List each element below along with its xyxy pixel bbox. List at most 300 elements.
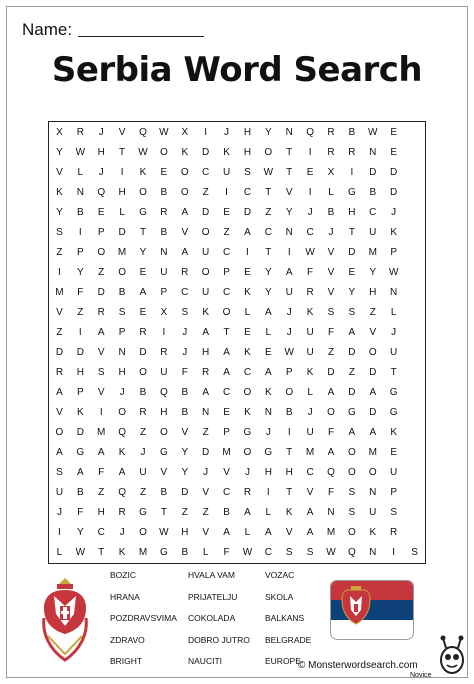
grid-letter[interactable]: I <box>225 186 228 198</box>
grid-letter[interactable]: C <box>306 226 314 238</box>
grid-letter[interactable]: P <box>390 487 397 499</box>
grid-letter[interactable]: J <box>391 326 397 338</box>
grid-letter[interactable]: T <box>119 146 126 158</box>
grid-letter[interactable]: N <box>202 407 210 419</box>
name-line[interactable] <box>78 36 204 37</box>
grid-letter[interactable]: Q <box>118 427 126 439</box>
grid-letter[interactable]: V <box>160 467 168 479</box>
grid-letter[interactable]: I <box>204 126 208 138</box>
grid-letter[interactable]: D <box>76 347 84 358</box>
grid-letter[interactable]: H <box>243 126 252 138</box>
grid-letter[interactable]: N <box>369 487 377 499</box>
grid-letter[interactable]: J <box>119 387 125 399</box>
grid-letter[interactable]: D <box>390 186 398 198</box>
grid-letter[interactable]: I <box>308 146 312 158</box>
grid-letter[interactable] <box>404 443 425 463</box>
grid-letter[interactable]: V <box>202 527 209 539</box>
grid-letter[interactable]: I <box>287 427 291 439</box>
grid-letter[interactable]: I <box>308 186 312 198</box>
grid-letter[interactable]: O <box>347 447 356 459</box>
grid-letter[interactable]: P <box>76 387 84 399</box>
grid-letter[interactable]: T <box>286 146 293 158</box>
grid-letter[interactable]: J <box>56 507 62 519</box>
grid-letter[interactable]: T <box>286 487 293 499</box>
grid-letter[interactable]: C <box>222 286 231 298</box>
grid-letter[interactable]: F <box>77 286 84 298</box>
grid-letter[interactable]: A <box>306 507 314 519</box>
grid-letter[interactable]: I <box>58 527 61 539</box>
grid-letter[interactable]: B <box>369 186 377 198</box>
grid-letter[interactable]: B <box>160 186 168 198</box>
grid-letter[interactable]: O <box>264 146 273 158</box>
grid-letter[interactable]: E <box>160 166 168 178</box>
grid-letter[interactable]: T <box>265 246 272 258</box>
grid-letter[interactable]: F <box>327 487 335 499</box>
grid-letter[interactable]: T <box>160 507 167 519</box>
grid-letter[interactable]: B <box>160 226 168 238</box>
grid-letter[interactable] <box>404 523 425 543</box>
grid-letter[interactable]: G <box>347 186 356 198</box>
grid-letter[interactable]: Z <box>98 266 105 278</box>
grid-letter[interactable] <box>404 423 425 443</box>
grid-letter[interactable]: D <box>181 487 189 499</box>
grid-letter[interactable]: K <box>244 407 251 419</box>
grid-letter[interactable]: O <box>139 527 147 539</box>
grid-letter[interactable]: A <box>369 387 377 399</box>
grid-letter[interactable]: V <box>97 347 105 358</box>
grid-letter[interactable]: Q <box>139 126 147 138</box>
grid-letter[interactable]: O <box>118 407 126 419</box>
grid-letter[interactable]: H <box>97 146 105 158</box>
grid-letter[interactable]: J <box>182 347 188 358</box>
grid-letter[interactable]: U <box>306 326 314 338</box>
grid-letter[interactable]: C <box>243 367 252 379</box>
grid-letter[interactable]: E <box>244 326 251 338</box>
grid-letter[interactable]: S <box>348 507 356 519</box>
grid-letter[interactable]: G <box>264 447 273 459</box>
grid-letter[interactable]: P <box>160 286 168 298</box>
grid-letter[interactable]: G <box>139 507 147 519</box>
grid-letter[interactable]: K <box>223 146 230 158</box>
grid-letter[interactable]: T <box>286 166 293 178</box>
grid-letter[interactable]: N <box>76 186 84 198</box>
grid-letter[interactable]: D <box>369 367 377 379</box>
grid-letter[interactable]: F <box>223 547 230 559</box>
grid-letter[interactable]: Z <box>77 306 84 318</box>
grid-letter[interactable]: F <box>98 467 105 479</box>
grid-letter[interactable]: C <box>222 387 231 399</box>
grid-letter[interactable]: Z <box>327 347 335 358</box>
grid-letter[interactable]: R <box>390 527 398 539</box>
grid-letter[interactable]: O <box>222 306 231 318</box>
grid-letter[interactable]: W <box>159 527 169 539</box>
grid-letter[interactable]: P <box>223 427 230 439</box>
grid-letter[interactable]: Z <box>139 427 147 439</box>
grid-letter[interactable]: E <box>390 146 397 158</box>
grid-letter[interactable]: J <box>140 447 146 459</box>
grid-letter[interactable]: T <box>286 447 293 459</box>
grid-letter[interactable]: O <box>139 186 147 198</box>
grid-letter[interactable] <box>404 242 425 262</box>
grid-letter[interactable]: S <box>118 306 126 318</box>
grid-letter[interactable]: G <box>389 407 398 419</box>
grid-letter[interactable]: X <box>181 126 189 138</box>
grid-letter[interactable]: Z <box>56 246 63 258</box>
grid-letter[interactable]: X <box>160 306 168 318</box>
grid-letter[interactable]: O <box>368 467 377 479</box>
grid-letter[interactable]: B <box>285 407 293 419</box>
grid-letter[interactable]: U <box>390 347 398 358</box>
grid-letter[interactable]: Z <box>181 507 188 519</box>
grid-letter[interactable]: H <box>348 206 356 218</box>
grid-letter[interactable]: W <box>388 266 399 278</box>
grid-letter[interactable]: H <box>118 186 126 198</box>
grid-letter[interactable] <box>404 463 425 483</box>
grid-letter[interactable] <box>404 363 425 383</box>
grid-letter[interactable]: N <box>327 507 335 519</box>
grid-letter[interactable]: Y <box>139 246 147 258</box>
grid-letter[interactable]: C <box>222 246 231 258</box>
grid-letter[interactable]: U <box>306 347 314 358</box>
grid-letter[interactable]: Z <box>202 427 209 439</box>
grid-letter[interactable]: U <box>369 226 377 238</box>
grid-letter[interactable]: D <box>97 286 105 298</box>
grid-letter[interactable]: Y <box>369 266 377 278</box>
grid-letter[interactable]: R <box>348 146 356 158</box>
grid-letter[interactable]: T <box>390 367 397 379</box>
grid-letter[interactable]: V <box>223 467 230 479</box>
grid-letter[interactable]: D <box>369 166 377 178</box>
grid-letter[interactable]: C <box>306 467 314 479</box>
grid-letter[interactable]: K <box>244 347 251 358</box>
grid-letter[interactable]: P <box>223 266 230 278</box>
grid-letter[interactable]: D <box>390 166 398 178</box>
grid-letter[interactable]: Q <box>327 467 335 479</box>
grid-letter[interactable]: F <box>327 326 335 338</box>
grid-letter[interactable]: Z <box>202 507 209 519</box>
grid-letter[interactable]: A <box>264 527 272 539</box>
grid-letter[interactable]: B <box>181 547 189 559</box>
grid-letter[interactable]: N <box>264 407 272 419</box>
grid-letter[interactable]: C <box>243 186 252 198</box>
grid-letter[interactable]: V <box>327 286 335 298</box>
grid-letter[interactable]: Y <box>181 467 189 479</box>
grid-letter[interactable]: T <box>348 226 355 238</box>
grid-letter[interactable]: W <box>326 547 336 559</box>
grid-letter[interactable]: J <box>265 427 271 439</box>
grid-letter[interactable]: O <box>139 367 147 379</box>
grid-letter[interactable]: D <box>76 427 84 439</box>
grid-letter[interactable]: H <box>285 467 293 479</box>
grid-letter[interactable]: K <box>139 166 147 178</box>
grid-letter[interactable]: R <box>202 367 210 379</box>
grid-letter[interactable]: U <box>139 467 147 479</box>
grid-letter[interactable]: E <box>390 447 397 459</box>
grid-letter[interactable]: U <box>390 467 398 479</box>
grid-letter[interactable]: Y <box>264 286 272 298</box>
grid-letter[interactable]: C <box>369 206 377 218</box>
grid-letter[interactable]: A <box>118 467 126 479</box>
grid-letter[interactable]: M <box>138 547 148 559</box>
grid-letter[interactable]: N <box>285 226 293 238</box>
grid-letter[interactable]: Q <box>347 547 356 559</box>
grid-letter[interactable]: K <box>306 306 314 318</box>
grid-letter[interactable]: S <box>327 306 335 318</box>
grid-letter[interactable]: E <box>97 206 105 218</box>
grid-letter[interactable]: F <box>181 367 188 379</box>
grid-letter[interactable]: E <box>139 306 147 318</box>
grid-letter[interactable]: O <box>201 266 210 278</box>
grid-letter[interactable]: K <box>56 186 63 198</box>
grid-letter[interactable]: A <box>306 527 314 539</box>
grid-letter[interactable]: H <box>160 407 168 419</box>
grid-letter[interactable]: G <box>347 407 356 419</box>
grid-letter[interactable]: V <box>202 487 209 499</box>
grid-letter[interactable]: O <box>159 146 168 158</box>
grid-letter[interactable]: R <box>55 367 64 379</box>
grid-letter[interactable]: A <box>223 347 230 358</box>
grid-letter[interactable]: Z <box>223 226 230 238</box>
grid-letter[interactable]: O <box>55 427 64 439</box>
grid-letter[interactable]: L <box>265 507 272 519</box>
grid-letter[interactable]: O <box>180 186 189 198</box>
grid-letter[interactable]: V <box>327 246 335 258</box>
grid-letter[interactable]: S <box>56 226 63 238</box>
grid-letter[interactable]: J <box>286 326 292 338</box>
grid-letter[interactable]: D <box>243 206 252 218</box>
grid-letter[interactable]: J <box>182 326 188 338</box>
grid-letter[interactable]: V <box>369 326 377 338</box>
grid-letter[interactable]: S <box>56 467 63 479</box>
grid-letter[interactable]: E <box>223 407 230 419</box>
grid-letter[interactable]: A <box>223 527 230 539</box>
grid-letter[interactable]: O <box>368 347 377 358</box>
grid-letter[interactable]: Y <box>181 447 189 459</box>
grid-letter[interactable]: H <box>97 507 105 519</box>
grid-letter[interactable]: R <box>243 487 252 499</box>
grid-letter[interactable]: U <box>285 286 293 298</box>
grid-letter[interactable]: R <box>160 206 168 218</box>
grid-letter[interactable]: Y <box>76 266 84 278</box>
grid-letter[interactable]: K <box>244 286 251 298</box>
grid-letter[interactable] <box>404 222 425 242</box>
grid-letter[interactable]: W <box>263 166 274 178</box>
grid-letter[interactable]: V <box>327 266 335 278</box>
grid-letter[interactable]: H <box>181 527 189 539</box>
grid-letter[interactable]: I <box>58 266 61 278</box>
grid-letter[interactable]: S <box>244 166 251 178</box>
grid-letter[interactable]: W <box>242 547 253 559</box>
grid-letter[interactable]: G <box>243 427 252 439</box>
grid-letter[interactable]: A <box>369 427 377 439</box>
grid-letter[interactable]: H <box>202 347 210 358</box>
grid-letter[interactable]: J <box>119 527 125 539</box>
grid-letter[interactable]: U <box>306 427 314 439</box>
grid-letter[interactable]: A <box>285 266 293 278</box>
grid-letter[interactable]: S <box>97 367 105 379</box>
grid-letter[interactable]: E <box>264 347 272 358</box>
grid-letter[interactable]: B <box>160 487 168 499</box>
grid-letter[interactable]: J <box>307 407 313 419</box>
grid-letter[interactable]: Z <box>348 367 355 379</box>
grid-letter[interactable]: T <box>223 326 230 338</box>
grid-letter[interactable]: K <box>118 447 126 459</box>
grid-letter[interactable] <box>404 162 425 182</box>
grid-letter[interactable] <box>404 262 425 282</box>
grid-letter[interactable]: S <box>181 306 189 318</box>
grid-letter[interactable]: J <box>244 467 250 479</box>
grid-letter[interactable]: A <box>264 367 272 379</box>
grid-letter[interactable] <box>404 322 425 342</box>
grid-letter[interactable]: A <box>181 246 189 258</box>
grid-letter[interactable]: K <box>181 146 189 158</box>
grid-letter[interactable]: M <box>368 447 377 459</box>
grid-letter[interactable]: B <box>139 387 147 399</box>
grid-letter[interactable]: M <box>117 246 127 258</box>
grid-letter[interactable]: C <box>97 527 105 539</box>
grid-letter[interactable]: W <box>159 126 169 138</box>
grid-letter[interactable]: D <box>202 206 210 218</box>
grid-letter[interactable]: O <box>243 387 252 399</box>
grid-letter[interactable]: O <box>118 266 126 278</box>
grid-letter[interactable]: M <box>305 447 315 459</box>
grid-letter[interactable]: B <box>76 487 84 499</box>
grid-letter[interactable]: F <box>77 507 84 519</box>
grid-letter[interactable]: A <box>56 387 63 399</box>
grid-letter[interactable]: A <box>348 326 356 338</box>
grid-letter[interactable]: L <box>265 326 272 338</box>
grid-letter[interactable]: Q <box>97 186 106 198</box>
grid-letter[interactable]: Z <box>98 487 105 499</box>
grid-letter[interactable]: R <box>181 266 189 278</box>
grid-letter[interactable]: J <box>203 467 209 479</box>
grid-letter[interactable]: K <box>202 306 209 318</box>
grid-letter[interactable]: D <box>348 347 356 358</box>
grid-letter[interactable]: N <box>160 246 168 258</box>
grid-letter[interactable]: X <box>327 166 335 178</box>
grid-letter[interactable]: E <box>139 266 147 278</box>
grid-letter[interactable]: L <box>328 186 334 198</box>
grid-letter[interactable]: B <box>223 507 230 519</box>
grid-letter[interactable]: B <box>348 126 356 138</box>
grid-letter[interactable]: Y <box>76 527 84 539</box>
grid-letter[interactable]: J <box>307 206 313 218</box>
grid-letter[interactable]: A <box>181 206 189 218</box>
grid-letter[interactable]: R <box>139 407 147 419</box>
grid-letter[interactable]: D <box>139 347 147 358</box>
grid-letter[interactable]: Y <box>264 266 272 278</box>
grid-letter[interactable]: R <box>327 126 335 138</box>
grid-letter[interactable]: N <box>369 547 377 559</box>
grid-letter[interactable]: T <box>98 547 105 559</box>
grid-letter[interactable]: E <box>244 266 251 278</box>
grid-letter[interactable]: O <box>347 467 356 479</box>
grid-letter[interactable]: Z <box>139 487 147 499</box>
grid-letter[interactable]: O <box>180 166 189 178</box>
grid-letter[interactable]: Y <box>348 286 356 298</box>
grid-letter[interactable]: C <box>222 487 231 499</box>
grid-letter[interactable]: I <box>78 326 82 338</box>
grid-letter[interactable]: A <box>97 326 105 338</box>
grid-letter[interactable]: V <box>181 226 189 238</box>
grid-letter[interactable]: L <box>56 547 63 559</box>
grid-letter[interactable]: K <box>390 226 397 238</box>
grid-letter[interactable]: A <box>76 467 84 479</box>
grid-letter[interactable]: N <box>390 286 398 298</box>
grid-letter[interactable]: R <box>160 347 168 358</box>
grid-letter[interactable]: O <box>243 447 252 459</box>
grid-letter[interactable]: D <box>55 347 64 358</box>
grid-letter[interactable]: N <box>369 146 377 158</box>
grid-letter[interactable]: A <box>202 326 209 338</box>
grid-letter[interactable] <box>404 202 425 222</box>
grid-letter[interactable]: A <box>139 286 147 298</box>
grid-letter[interactable]: G <box>159 547 168 559</box>
grid-letter[interactable]: M <box>222 447 231 459</box>
grid-letter[interactable]: O <box>285 387 294 399</box>
grid-letter[interactable]: H <box>369 286 377 298</box>
grid-letter[interactable]: N <box>118 347 126 358</box>
grid-letter[interactable]: A <box>223 367 230 379</box>
grid-letter[interactable]: P <box>97 226 105 238</box>
grid-letter[interactable]: V <box>285 527 293 539</box>
grid-letter[interactable]: V <box>118 126 126 138</box>
grid-letter[interactable]: S <box>348 306 356 318</box>
grid-letter[interactable]: E <box>223 206 230 218</box>
grid-letter[interactable]: Y <box>56 206 63 218</box>
grid-letter[interactable]: O <box>327 407 335 419</box>
grid-letter[interactable]: J <box>224 126 230 138</box>
grid-letter[interactable]: U <box>222 166 231 178</box>
grid-letter[interactable]: B <box>327 206 335 218</box>
grid-letter[interactable]: W <box>75 547 86 559</box>
grid-letter[interactable]: A <box>97 447 105 459</box>
grid-letter[interactable]: K <box>118 547 126 559</box>
grid-letter[interactable]: M <box>326 527 336 539</box>
grid-letter[interactable]: R <box>327 146 335 158</box>
grid-letter[interactable]: R <box>118 507 126 519</box>
grid-letter[interactable]: C <box>202 166 210 178</box>
grid-letter[interactable] <box>404 503 425 523</box>
grid-letter[interactable]: M <box>97 427 106 439</box>
grid-letter[interactable]: A <box>327 447 335 459</box>
grid-letter[interactable]: R <box>97 306 105 318</box>
grid-letter[interactable]: A <box>348 427 356 439</box>
grid-letter[interactable] <box>404 142 425 162</box>
grid-letter[interactable]: V <box>56 306 63 318</box>
grid-letter[interactable] <box>404 302 425 322</box>
grid-letter[interactable]: B <box>118 286 126 298</box>
grid-letter[interactable]: Z <box>265 206 272 218</box>
grid-letter[interactable]: L <box>119 206 125 218</box>
grid-letter[interactable]: V <box>97 387 105 399</box>
grid-letter[interactable]: I <box>99 407 103 419</box>
grid-letter[interactable]: R <box>306 286 314 298</box>
grid-letter[interactable] <box>404 383 425 403</box>
grid-letter[interactable]: Z <box>369 306 376 318</box>
grid-letter[interactable]: V <box>56 166 63 178</box>
grid-letter[interactable] <box>404 342 425 362</box>
grid-letter[interactable]: K <box>390 427 397 439</box>
grid-letter[interactable]: Y <box>264 126 272 138</box>
grid-letter[interactable]: D <box>369 407 377 419</box>
grid-letter[interactable]: I <box>162 326 166 338</box>
grid-letter[interactable]: I <box>287 246 291 258</box>
grid-letter[interactable]: I <box>392 547 396 559</box>
grid-letter[interactable]: I <box>266 487 270 499</box>
grid-letter[interactable]: C <box>264 547 272 559</box>
grid-letter[interactable]: L <box>244 527 251 539</box>
